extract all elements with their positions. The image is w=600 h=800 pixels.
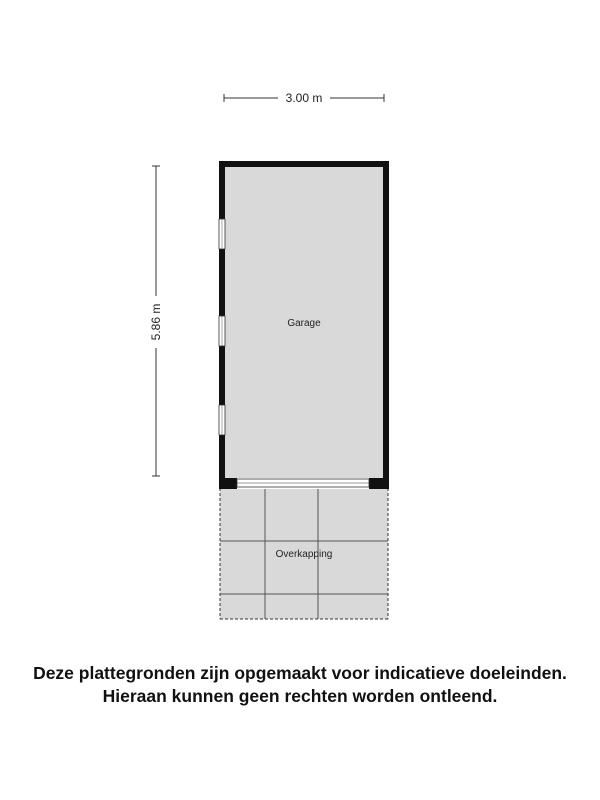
- window-2: [219, 316, 225, 346]
- garage-door: [237, 478, 369, 489]
- overkapping-label: Overkapping: [275, 549, 333, 560]
- disclaimer: [0, 662, 600, 708]
- garage-label: Garage: [287, 318, 321, 329]
- disclaimer-line-2: Hieraan kunnen geen rechten worden ontleend.: [102, 686, 498, 706]
- disclaimer-line-1: Deze plattegronden zijn opgemaakt voor indicatieve doeleinden.: [33, 663, 567, 683]
- window-1: [219, 219, 225, 249]
- width-dimension-label: 3.00 m: [285, 91, 323, 105]
- height-dimension-label: 5.86 m: [149, 303, 163, 341]
- window-3: [219, 405, 225, 435]
